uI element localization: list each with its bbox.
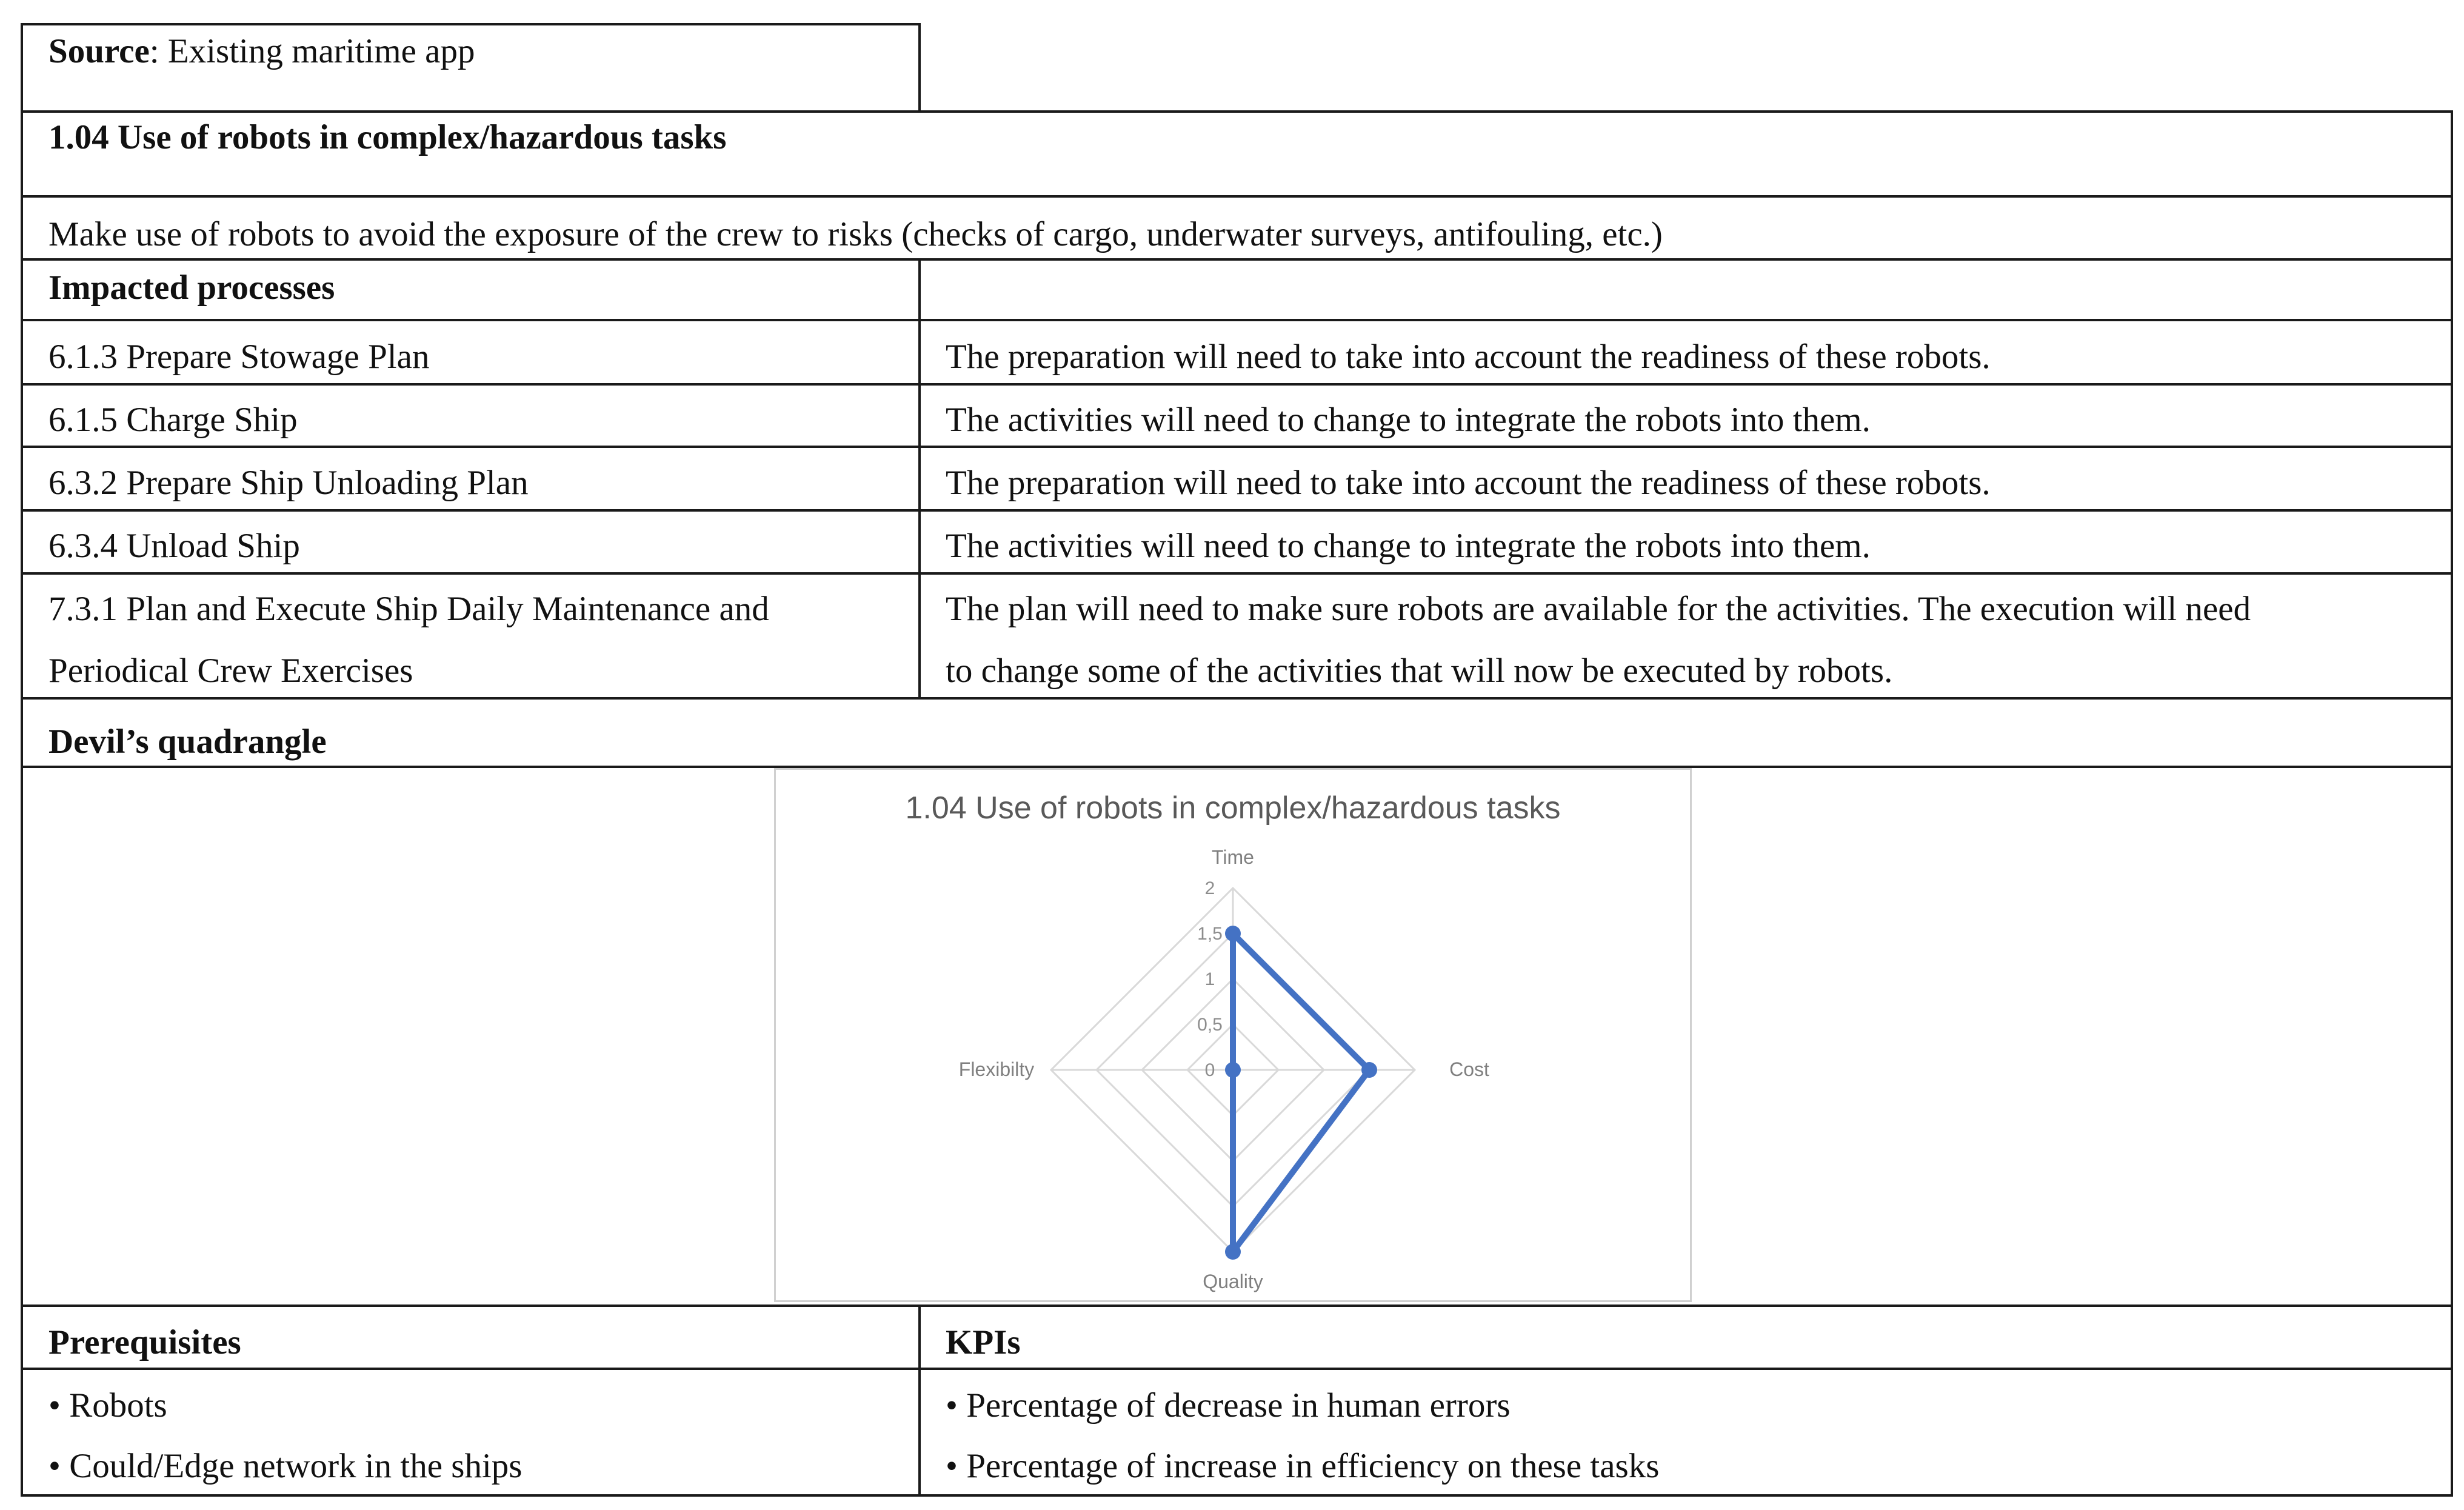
source-label: Source <box>48 32 150 70</box>
column-divider <box>918 1305 921 1497</box>
column-divider <box>918 258 921 697</box>
measure-title: 1.04 Use of robots in complex/hazardous tasks <box>48 118 727 156</box>
radar-axis-label: Time <box>1212 846 1254 868</box>
radar-axis-label: Flexibilty <box>958 1058 1035 1080</box>
rule <box>21 509 2453 512</box>
prerequisite-item: • Robots <box>48 1386 167 1425</box>
rule <box>21 195 2453 198</box>
radar-tick-label: 2 <box>1204 878 1215 898</box>
rule <box>21 319 2453 321</box>
process-cell: 6.3.4 Unload Ship <box>48 527 300 565</box>
impact-cell: The preparation will need to take into account the readiness of these robots. <box>946 338 1991 376</box>
radar-point <box>1225 926 1241 941</box>
rule <box>21 446 2453 448</box>
kpis-header: KPIs <box>946 1323 1021 1361</box>
radar-axis-label: Cost <box>1449 1058 1489 1080</box>
radar-chart-frame <box>774 768 1692 1302</box>
rule <box>21 258 2453 261</box>
prerequisites-header: Prerequisites <box>48 1323 241 1361</box>
radar-tick-label: 1,5 <box>1197 924 1223 944</box>
radar-point <box>1225 1062 1241 1078</box>
rule <box>21 697 2453 700</box>
impact-cell: The activities will need to change to integrate the robots into them. <box>946 401 1871 439</box>
process-cell: 6.3.2 Prepare Ship Unloading Plan <box>48 464 529 502</box>
process-cell: 7.3.1 Plan and Execute Ship Daily Maintenance and <box>48 590 769 628</box>
measure-description: Make use of robots to avoid the exposure of the crew to risks (checks of cargo, underwater surveys, antifouling, etc.) <box>48 215 1663 253</box>
impacted-processes-header: Impacted processes <box>48 269 335 307</box>
radar-point <box>1361 1062 1377 1078</box>
radar-tick-label: 0,5 <box>1197 1015 1223 1035</box>
devils-quadrangle-header: Devil’s quadrangle <box>48 723 327 761</box>
impact-cell: to change some of the activities that will now be executed by robots. <box>946 652 1893 690</box>
process-cell: Periodical Crew Exercises <box>48 652 413 690</box>
radar-chart <box>776 770 1690 1300</box>
chart-title: 1.04 Use of robots in complex/hazardous tasks <box>905 790 1561 826</box>
radar-tick-label: 1 <box>1204 969 1215 989</box>
radar-tick-label: 0 <box>1204 1060 1215 1080</box>
radar-axis-label: Quality <box>1203 1271 1263 1292</box>
prerequisite-item: • Could/Edge network in the ships <box>48 1447 523 1485</box>
kpi-item: • Percentage of decrease in human errors <box>946 1386 1511 1425</box>
impact-cell: The activities will need to change to integrate the robots into them. <box>946 527 1871 565</box>
rule <box>21 1305 2453 1307</box>
source-line <box>48 34 475 68</box>
impact-cell: The preparation will need to take into account the readiness of these robots. <box>946 464 1991 502</box>
radar-point <box>1225 1244 1241 1260</box>
rule <box>21 1368 2453 1370</box>
impact-cell: The plan will need to make sure robots are available for the activities. The execution will need <box>946 590 2251 628</box>
kpi-item: • Percentage of increase in efficiency on these tasks <box>946 1447 1660 1485</box>
rule <box>21 572 2453 575</box>
process-cell: 6.1.3 Prepare Stowage Plan <box>48 338 430 376</box>
rule <box>21 383 2453 386</box>
process-cell: 6.1.5 Charge Ship <box>48 401 298 439</box>
source-value: : Existing maritime app <box>149 32 475 70</box>
